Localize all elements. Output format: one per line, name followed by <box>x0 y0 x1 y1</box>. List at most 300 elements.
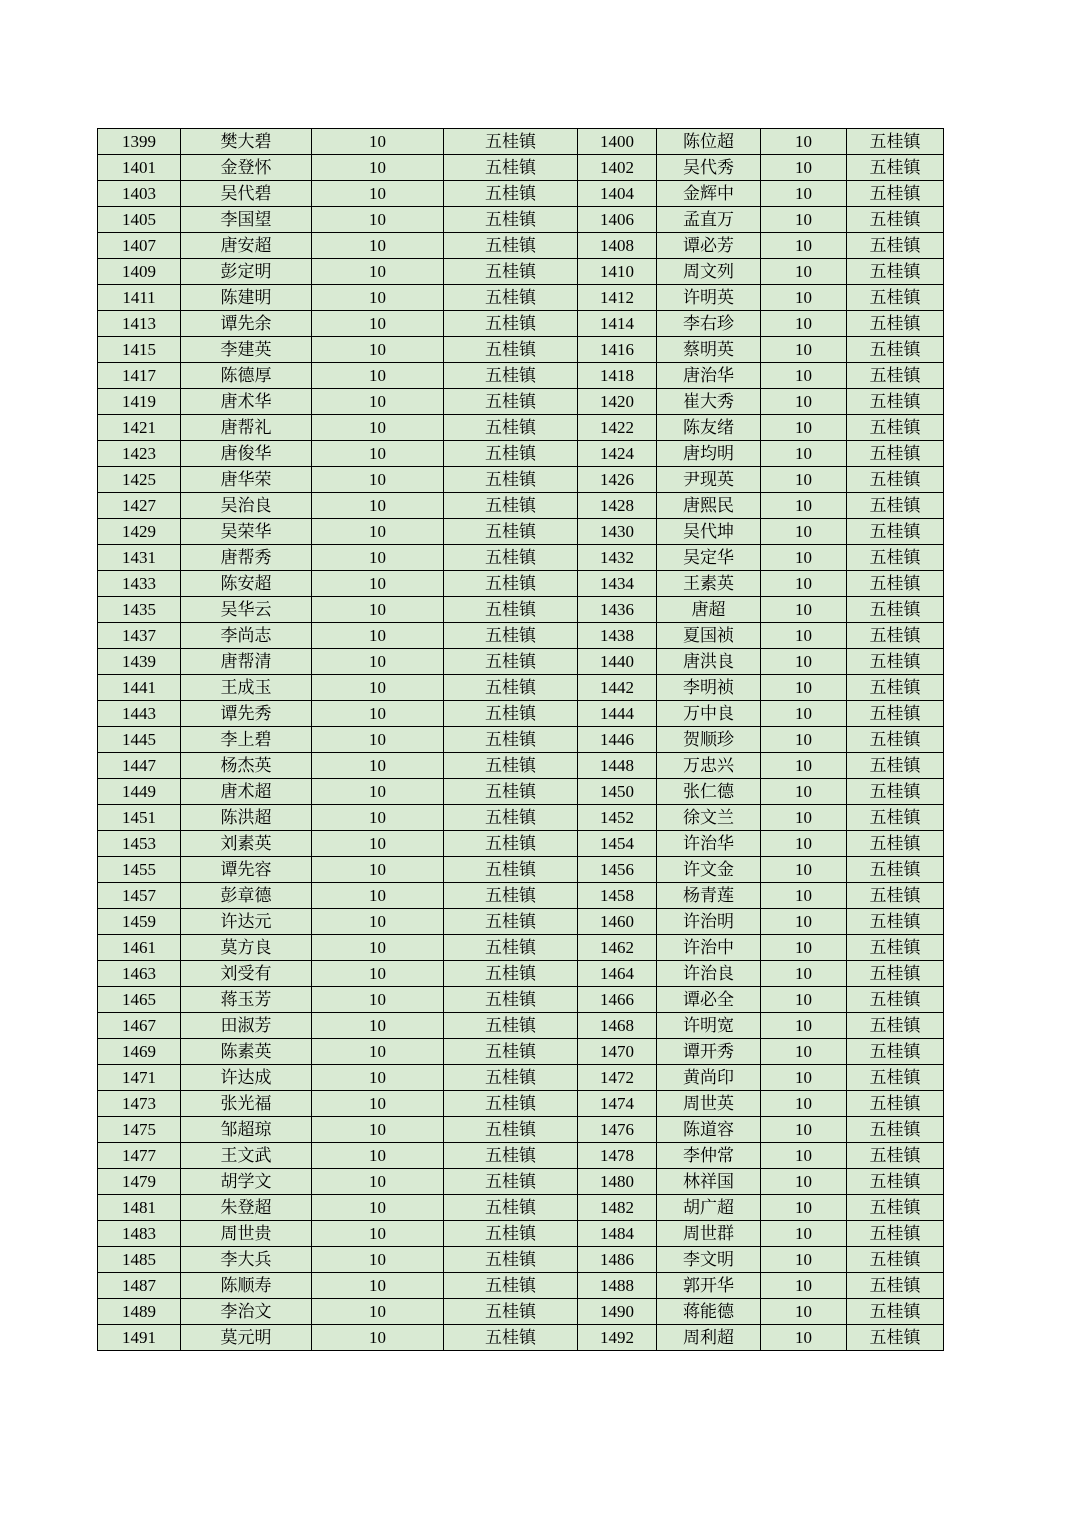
id-cell: 1450 <box>578 779 657 805</box>
score-cell: 10 <box>312 233 444 259</box>
score-cell: 10 <box>312 961 444 987</box>
id-cell: 1476 <box>578 1117 657 1143</box>
town-cell: 五桂镇 <box>444 493 578 519</box>
town-cell: 五桂镇 <box>444 727 578 753</box>
id-cell: 1420 <box>578 389 657 415</box>
id-cell: 1471 <box>98 1065 181 1091</box>
table-row <box>98 311 944 337</box>
table-row <box>98 493 944 519</box>
score-cell: 10 <box>312 909 444 935</box>
id-cell: 1436 <box>578 597 657 623</box>
town-cell: 五桂镇 <box>444 441 578 467</box>
score-cell: 10 <box>761 311 847 337</box>
table-row <box>98 1091 944 1117</box>
score-cell: 10 <box>761 363 847 389</box>
id-cell: 1485 <box>98 1247 181 1273</box>
table-row <box>98 1195 944 1221</box>
name-cell: 莫方良 <box>181 935 312 961</box>
table-row <box>98 129 944 155</box>
id-cell: 1477 <box>98 1143 181 1169</box>
table-row <box>98 1299 944 1325</box>
name-cell: 周世群 <box>657 1221 761 1247</box>
id-cell: 1465 <box>98 987 181 1013</box>
id-cell: 1458 <box>578 883 657 909</box>
name-cell: 许治良 <box>657 961 761 987</box>
table-row <box>98 597 944 623</box>
name-cell: 陈素英 <box>181 1039 312 1065</box>
name-cell: 周利超 <box>657 1325 761 1351</box>
town-cell: 五桂镇 <box>847 701 944 727</box>
town-cell: 五桂镇 <box>444 1299 578 1325</box>
name-cell: 陈洪超 <box>181 805 312 831</box>
town-cell: 五桂镇 <box>847 1195 944 1221</box>
table-row <box>98 207 944 233</box>
name-cell: 周世英 <box>657 1091 761 1117</box>
town-cell: 五桂镇 <box>444 675 578 701</box>
name-cell: 唐帮礼 <box>181 415 312 441</box>
name-cell: 贺顺珍 <box>657 727 761 753</box>
name-cell: 许治中 <box>657 935 761 961</box>
score-cell: 10 <box>312 935 444 961</box>
score-cell: 10 <box>312 1273 444 1299</box>
id-cell: 1478 <box>578 1143 657 1169</box>
score-cell: 10 <box>312 311 444 337</box>
id-cell: 1414 <box>578 311 657 337</box>
town-cell: 五桂镇 <box>847 1169 944 1195</box>
id-cell: 1474 <box>578 1091 657 1117</box>
id-cell: 1451 <box>98 805 181 831</box>
town-cell: 五桂镇 <box>847 233 944 259</box>
roster-table-body <box>98 129 944 1351</box>
name-cell: 彭定明 <box>181 259 312 285</box>
id-cell: 1425 <box>98 467 181 493</box>
id-cell: 1411 <box>98 285 181 311</box>
score-cell: 10 <box>761 545 847 571</box>
table-row <box>98 571 944 597</box>
score-cell: 10 <box>312 1091 444 1117</box>
town-cell: 五桂镇 <box>847 1325 944 1351</box>
score-cell: 10 <box>312 857 444 883</box>
id-cell: 1461 <box>98 935 181 961</box>
score-cell: 10 <box>761 753 847 779</box>
town-cell: 五桂镇 <box>847 571 944 597</box>
id-cell: 1405 <box>98 207 181 233</box>
score-cell: 10 <box>312 181 444 207</box>
name-cell: 吴代坤 <box>657 519 761 545</box>
name-cell: 邹超琼 <box>181 1117 312 1143</box>
name-cell: 李上碧 <box>181 727 312 753</box>
name-cell: 周文列 <box>657 259 761 285</box>
town-cell: 五桂镇 <box>444 883 578 909</box>
id-cell: 1472 <box>578 1065 657 1091</box>
name-cell: 唐术超 <box>181 779 312 805</box>
score-cell: 10 <box>312 701 444 727</box>
town-cell: 五桂镇 <box>444 285 578 311</box>
name-cell: 李大兵 <box>181 1247 312 1273</box>
id-cell: 1399 <box>98 129 181 155</box>
name-cell: 唐帮清 <box>181 649 312 675</box>
score-cell: 10 <box>761 935 847 961</box>
town-cell: 五桂镇 <box>847 493 944 519</box>
name-cell: 万忠兴 <box>657 753 761 779</box>
name-cell: 樊大碧 <box>181 129 312 155</box>
town-cell: 五桂镇 <box>444 597 578 623</box>
table-row <box>98 779 944 805</box>
name-cell: 吴华云 <box>181 597 312 623</box>
town-cell: 五桂镇 <box>444 805 578 831</box>
id-cell: 1418 <box>578 363 657 389</box>
name-cell: 崔大秀 <box>657 389 761 415</box>
id-cell: 1475 <box>98 1117 181 1143</box>
name-cell: 林祥国 <box>657 1169 761 1195</box>
id-cell: 1487 <box>98 1273 181 1299</box>
score-cell: 10 <box>312 519 444 545</box>
score-cell: 10 <box>761 1117 847 1143</box>
score-cell: 10 <box>312 1221 444 1247</box>
id-cell: 1456 <box>578 857 657 883</box>
table-row <box>98 1273 944 1299</box>
name-cell: 许明英 <box>657 285 761 311</box>
name-cell: 唐安超 <box>181 233 312 259</box>
town-cell: 五桂镇 <box>847 1013 944 1039</box>
name-cell: 蒋能德 <box>657 1299 761 1325</box>
town-cell: 五桂镇 <box>444 935 578 961</box>
name-cell: 胡广超 <box>657 1195 761 1221</box>
town-cell: 五桂镇 <box>847 597 944 623</box>
id-cell: 1426 <box>578 467 657 493</box>
id-cell: 1492 <box>578 1325 657 1351</box>
town-cell: 五桂镇 <box>444 1169 578 1195</box>
town-cell: 五桂镇 <box>444 1039 578 1065</box>
score-cell: 10 <box>761 1273 847 1299</box>
table-row <box>98 1221 944 1247</box>
score-cell: 10 <box>312 493 444 519</box>
id-cell: 1424 <box>578 441 657 467</box>
name-cell: 许文金 <box>657 857 761 883</box>
id-cell: 1469 <box>98 1039 181 1065</box>
id-cell: 1404 <box>578 181 657 207</box>
name-cell: 刘素英 <box>181 831 312 857</box>
score-cell: 10 <box>761 1169 847 1195</box>
score-cell: 10 <box>312 441 444 467</box>
id-cell: 1417 <box>98 363 181 389</box>
score-cell: 10 <box>312 467 444 493</box>
name-cell: 谭先秀 <box>181 701 312 727</box>
score-cell: 10 <box>312 363 444 389</box>
name-cell: 杨杰英 <box>181 753 312 779</box>
town-cell: 五桂镇 <box>847 623 944 649</box>
score-cell: 10 <box>312 1065 444 1091</box>
table-row <box>98 415 944 441</box>
score-cell: 10 <box>312 753 444 779</box>
town-cell: 五桂镇 <box>444 1221 578 1247</box>
table-row <box>98 259 944 285</box>
id-cell: 1408 <box>578 233 657 259</box>
score-cell: 10 <box>761 1325 847 1351</box>
name-cell: 郭开华 <box>657 1273 761 1299</box>
table-row <box>98 1325 944 1351</box>
name-cell: 唐俊华 <box>181 441 312 467</box>
town-cell: 五桂镇 <box>444 623 578 649</box>
id-cell: 1437 <box>98 623 181 649</box>
id-cell: 1449 <box>98 779 181 805</box>
table-row <box>98 961 944 987</box>
score-cell: 10 <box>312 1247 444 1273</box>
id-cell: 1481 <box>98 1195 181 1221</box>
id-cell: 1483 <box>98 1221 181 1247</box>
town-cell: 五桂镇 <box>847 779 944 805</box>
town-cell: 五桂镇 <box>444 1273 578 1299</box>
table-row <box>98 1143 944 1169</box>
score-cell: 10 <box>761 1039 847 1065</box>
name-cell: 李建英 <box>181 337 312 363</box>
table-row <box>98 155 944 181</box>
name-cell: 孟直万 <box>657 207 761 233</box>
town-cell: 五桂镇 <box>444 363 578 389</box>
score-cell: 10 <box>312 1039 444 1065</box>
score-cell: 10 <box>312 389 444 415</box>
town-cell: 五桂镇 <box>847 155 944 181</box>
score-cell: 10 <box>312 259 444 285</box>
score-cell: 10 <box>761 909 847 935</box>
name-cell: 王成玉 <box>181 675 312 701</box>
table-row <box>98 675 944 701</box>
name-cell: 许明宽 <box>657 1013 761 1039</box>
town-cell: 五桂镇 <box>444 519 578 545</box>
town-cell: 五桂镇 <box>444 649 578 675</box>
id-cell: 1431 <box>98 545 181 571</box>
name-cell: 夏国祯 <box>657 623 761 649</box>
score-cell: 10 <box>761 987 847 1013</box>
name-cell: 唐超 <box>657 597 761 623</box>
score-cell: 10 <box>761 493 847 519</box>
id-cell: 1462 <box>578 935 657 961</box>
score-cell: 10 <box>312 675 444 701</box>
score-cell: 10 <box>312 1013 444 1039</box>
name-cell: 唐均明 <box>657 441 761 467</box>
name-cell: 杨青莲 <box>657 883 761 909</box>
id-cell: 1491 <box>98 1325 181 1351</box>
name-cell: 吴荣华 <box>181 519 312 545</box>
table-row <box>98 1065 944 1091</box>
score-cell: 10 <box>312 129 444 155</box>
id-cell: 1409 <box>98 259 181 285</box>
name-cell: 田淑芳 <box>181 1013 312 1039</box>
table-row <box>98 857 944 883</box>
id-cell: 1413 <box>98 311 181 337</box>
table-row <box>98 753 944 779</box>
name-cell: 陈顺寿 <box>181 1273 312 1299</box>
name-cell: 李明祯 <box>657 675 761 701</box>
name-cell: 刘受有 <box>181 961 312 987</box>
town-cell: 五桂镇 <box>444 337 578 363</box>
score-cell: 10 <box>312 649 444 675</box>
name-cell: 李仲常 <box>657 1143 761 1169</box>
name-cell: 莫元明 <box>181 1325 312 1351</box>
town-cell: 五桂镇 <box>444 181 578 207</box>
town-cell: 五桂镇 <box>444 233 578 259</box>
town-cell: 五桂镇 <box>444 311 578 337</box>
town-cell: 五桂镇 <box>847 415 944 441</box>
table-row <box>98 441 944 467</box>
name-cell: 唐术华 <box>181 389 312 415</box>
score-cell: 10 <box>761 1195 847 1221</box>
score-cell: 10 <box>312 207 444 233</box>
town-cell: 五桂镇 <box>847 1065 944 1091</box>
town-cell: 五桂镇 <box>444 1247 578 1273</box>
id-cell: 1429 <box>98 519 181 545</box>
table-row <box>98 987 944 1013</box>
town-cell: 五桂镇 <box>444 779 578 805</box>
id-cell: 1440 <box>578 649 657 675</box>
score-cell: 10 <box>761 1299 847 1325</box>
score-cell: 10 <box>761 389 847 415</box>
name-cell: 张光福 <box>181 1091 312 1117</box>
town-cell: 五桂镇 <box>847 857 944 883</box>
id-cell: 1401 <box>98 155 181 181</box>
score-cell: 10 <box>761 1065 847 1091</box>
name-cell: 唐华荣 <box>181 467 312 493</box>
town-cell: 五桂镇 <box>847 207 944 233</box>
name-cell: 许治明 <box>657 909 761 935</box>
id-cell: 1448 <box>578 753 657 779</box>
town-cell: 五桂镇 <box>847 909 944 935</box>
town-cell: 五桂镇 <box>444 909 578 935</box>
town-cell: 五桂镇 <box>444 753 578 779</box>
town-cell: 五桂镇 <box>847 753 944 779</box>
name-cell: 李国望 <box>181 207 312 233</box>
score-cell: 10 <box>312 727 444 753</box>
town-cell: 五桂镇 <box>444 571 578 597</box>
score-cell: 10 <box>761 181 847 207</box>
score-cell: 10 <box>312 571 444 597</box>
score-cell: 10 <box>761 1221 847 1247</box>
score-cell: 10 <box>761 155 847 181</box>
name-cell: 唐洪良 <box>657 649 761 675</box>
score-cell: 10 <box>761 649 847 675</box>
town-cell: 五桂镇 <box>444 129 578 155</box>
town-cell: 五桂镇 <box>444 1117 578 1143</box>
name-cell: 唐熙民 <box>657 493 761 519</box>
town-cell: 五桂镇 <box>444 831 578 857</box>
town-cell: 五桂镇 <box>444 389 578 415</box>
id-cell: 1406 <box>578 207 657 233</box>
id-cell: 1416 <box>578 337 657 363</box>
score-cell: 10 <box>312 1299 444 1325</box>
id-cell: 1434 <box>578 571 657 597</box>
town-cell: 五桂镇 <box>847 1039 944 1065</box>
id-cell: 1435 <box>98 597 181 623</box>
id-cell: 1400 <box>578 129 657 155</box>
town-cell: 五桂镇 <box>444 545 578 571</box>
town-cell: 五桂镇 <box>847 1143 944 1169</box>
score-cell: 10 <box>761 285 847 311</box>
id-cell: 1467 <box>98 1013 181 1039</box>
name-cell: 吴治良 <box>181 493 312 519</box>
town-cell: 五桂镇 <box>847 805 944 831</box>
id-cell: 1423 <box>98 441 181 467</box>
table-row <box>98 467 944 493</box>
id-cell: 1428 <box>578 493 657 519</box>
name-cell: 朱登超 <box>181 1195 312 1221</box>
town-cell: 五桂镇 <box>444 467 578 493</box>
id-cell: 1460 <box>578 909 657 935</box>
name-cell: 吴代碧 <box>181 181 312 207</box>
table-row <box>98 545 944 571</box>
id-cell: 1433 <box>98 571 181 597</box>
id-cell: 1463 <box>98 961 181 987</box>
score-cell: 10 <box>761 727 847 753</box>
score-cell: 10 <box>312 1325 444 1351</box>
score-cell: 10 <box>761 259 847 285</box>
id-cell: 1412 <box>578 285 657 311</box>
table-row <box>98 623 944 649</box>
town-cell: 五桂镇 <box>444 1325 578 1351</box>
score-cell: 10 <box>761 883 847 909</box>
town-cell: 五桂镇 <box>847 1117 944 1143</box>
score-cell: 10 <box>761 1247 847 1273</box>
table-row <box>98 363 944 389</box>
id-cell: 1422 <box>578 415 657 441</box>
id-cell: 1484 <box>578 1221 657 1247</box>
score-cell: 10 <box>761 467 847 493</box>
town-cell: 五桂镇 <box>847 1091 944 1117</box>
town-cell: 五桂镇 <box>444 1091 578 1117</box>
score-cell: 10 <box>312 623 444 649</box>
table-row <box>98 935 944 961</box>
score-cell: 10 <box>761 571 847 597</box>
name-cell: 许达元 <box>181 909 312 935</box>
score-cell: 10 <box>761 233 847 259</box>
town-cell: 五桂镇 <box>847 1299 944 1325</box>
town-cell: 五桂镇 <box>444 415 578 441</box>
table-row <box>98 909 944 935</box>
town-cell: 五桂镇 <box>847 961 944 987</box>
name-cell: 许治华 <box>657 831 761 857</box>
score-cell: 10 <box>312 1117 444 1143</box>
town-cell: 五桂镇 <box>444 961 578 987</box>
name-cell: 唐帮秀 <box>181 545 312 571</box>
score-cell: 10 <box>312 779 444 805</box>
score-cell: 10 <box>312 831 444 857</box>
table-row <box>98 519 944 545</box>
town-cell: 五桂镇 <box>847 1273 944 1299</box>
name-cell: 李治文 <box>181 1299 312 1325</box>
score-cell: 10 <box>761 675 847 701</box>
score-cell: 10 <box>312 285 444 311</box>
id-cell: 1454 <box>578 831 657 857</box>
score-cell: 10 <box>312 805 444 831</box>
id-cell: 1427 <box>98 493 181 519</box>
score-cell: 10 <box>761 961 847 987</box>
name-cell: 李尚志 <box>181 623 312 649</box>
id-cell: 1490 <box>578 1299 657 1325</box>
id-cell: 1488 <box>578 1273 657 1299</box>
town-cell: 五桂镇 <box>444 1195 578 1221</box>
town-cell: 五桂镇 <box>444 155 578 181</box>
id-cell: 1410 <box>578 259 657 285</box>
town-cell: 五桂镇 <box>847 545 944 571</box>
id-cell: 1402 <box>578 155 657 181</box>
id-cell: 1457 <box>98 883 181 909</box>
id-cell: 1432 <box>578 545 657 571</box>
score-cell: 10 <box>312 987 444 1013</box>
name-cell: 陈友绪 <box>657 415 761 441</box>
name-cell: 金辉中 <box>657 181 761 207</box>
id-cell: 1455 <box>98 857 181 883</box>
score-cell: 10 <box>761 805 847 831</box>
score-cell: 10 <box>761 337 847 363</box>
